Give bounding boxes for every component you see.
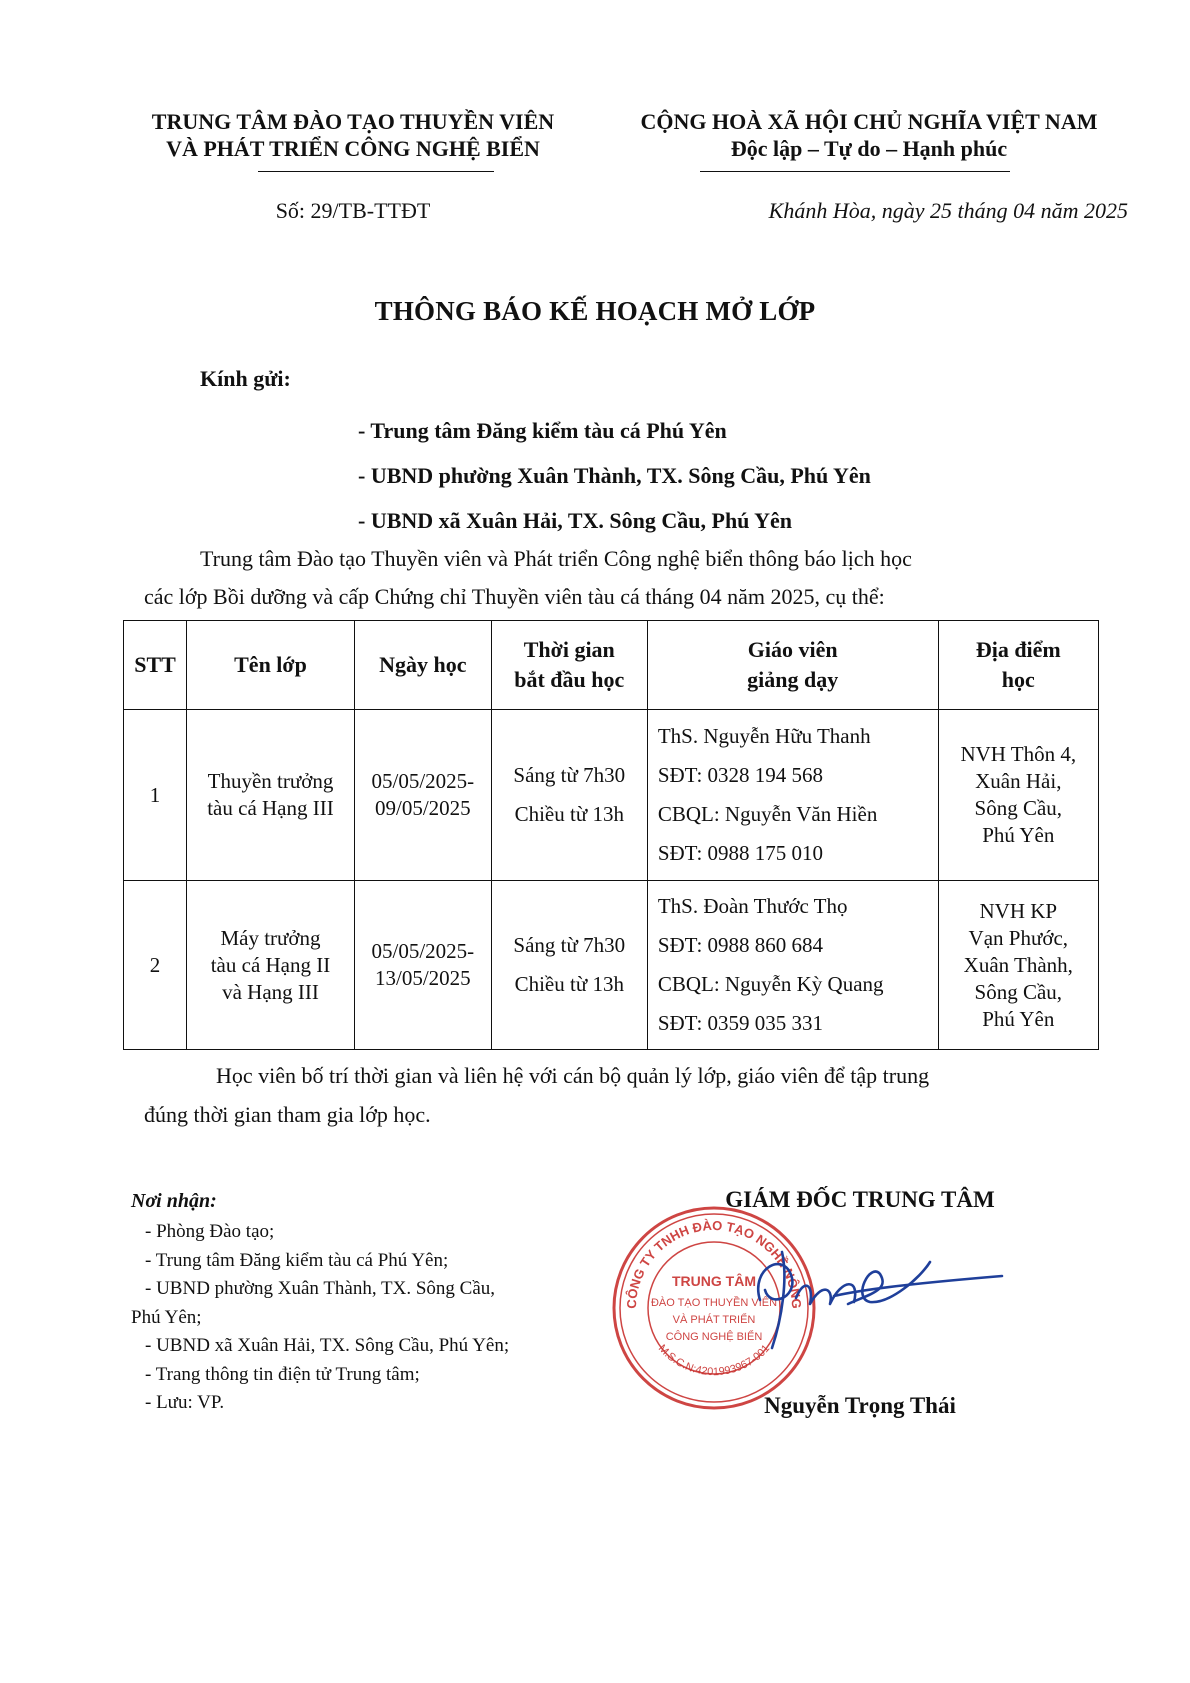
recipient-list — [358, 408, 871, 543]
cell-location: NVH Thôn 4, Xuân Hải, Sông Cầu, Phú Yên — [938, 710, 1098, 881]
place-date: Khánh Hòa, ngày 25 tháng 04 năm 2025 — [768, 198, 1128, 223]
signer-position: GIÁM ĐỐC TRUNG TÂM — [725, 1187, 995, 1212]
schedule-table — [123, 620, 1099, 1050]
recipient-item: - UBND xã Xuân Hải, TX. Sông Cầu, Phú Yên — [358, 508, 792, 533]
cell-stt: 1 — [124, 710, 187, 881]
cell-teacher: ThS. Nguyễn Hữu Thanh SĐT: 0328 194 568 CBQL: Nguyễn Văn Hiền SĐT: 0988 175 010 — [647, 710, 938, 881]
list-item: - Trang thông tin điện tử Trung tâm; — [145, 1363, 420, 1385]
intro-line-1: Trung tâm Đào tạo Thuyền viên và Phát triển Công nghệ biển thông báo lịch học — [200, 546, 912, 571]
document-number: Số: 29/TB-TTĐT — [275, 198, 431, 223]
seal-ring-code: M.S.C.N:4201993967-001 — [655, 1342, 773, 1379]
organization-name — [118, 108, 588, 162]
kinh-gui-label: Kính gửi: — [200, 366, 291, 391]
document-title: THÔNG BÁO KẾ HOẠCH MỞ LỚP — [374, 296, 816, 326]
cell-start-time: Sáng từ 7h30 Chiều từ 13h — [491, 881, 647, 1050]
closing-line-1: Học viên bố trí thời gian và liên hệ với cán bộ quản lý lớp, giáo viên để tập trung — [216, 1063, 930, 1088]
intro-paragraph — [144, 540, 1049, 616]
header-class-name: Tên lớp — [187, 621, 355, 710]
cell-stt: 2 — [124, 881, 187, 1050]
list-item: - UBND phường Xuân Thành, TX. Sông Cầu, — [145, 1278, 496, 1299]
seal-line-3: VÀ PHÁT TRIỂN — [672, 1314, 756, 1326]
table-row — [124, 710, 1099, 881]
cell-class-name: Máy trưởng tàu cá Hạng II và Hạng III — [187, 881, 355, 1050]
table-row — [124, 881, 1099, 1050]
list-item: - Phòng Đào tạo; — [145, 1221, 275, 1242]
header-stt: STT — [124, 621, 187, 710]
handwritten-signature-icon — [730, 1238, 1010, 1358]
cell-date: 05/05/2025- 09/05/2025 — [354, 710, 491, 881]
list-item: - UBND xã Xuân Hải, TX. Sông Cầu, Phú Yên; — [145, 1335, 510, 1356]
header-location: Địa điểm học — [938, 621, 1098, 710]
recipient-item: - Trung tâm Đăng kiểm tàu cá Phú Yên — [358, 418, 727, 443]
national-header — [604, 108, 1134, 162]
seal-line-2: ĐÀO TẠO THUYỀN VIÊN — [650, 1297, 778, 1309]
cell-location: NVH KP Vạn Phước, Xuân Thành, Sông Cầu, Phú Yên — [938, 881, 1098, 1050]
distribution-list — [131, 1218, 601, 1418]
seal-line-1: TRUNG TÂM — [672, 1273, 756, 1289]
cell-class-name: Thuyền trưởng tàu cá Hạng III — [187, 710, 355, 881]
list-item: - Trung tâm Đăng kiểm tàu cá Phú Yên; — [145, 1249, 449, 1271]
table-header-row — [124, 621, 1099, 710]
closing-line-2: đúng thời gian tham gia lớp học. — [144, 1102, 431, 1127]
signer-name: Nguyễn Trọng Thái — [764, 1393, 956, 1418]
org-line-2: VÀ PHÁT TRIỂN CÔNG NGHỆ BIỂN — [166, 136, 540, 161]
header-date: Ngày học — [354, 621, 491, 710]
closing-paragraph — [144, 1056, 1090, 1134]
nation-underline — [700, 171, 1010, 172]
list-item: Phú Yên; — [131, 1306, 202, 1328]
org-line-1: TRUNG TÂM ĐÀO TẠO THUYỀN VIÊN — [151, 109, 555, 134]
seal-line-4: CÔNG NGHỆ BIỂN — [665, 1331, 763, 1343]
seal-ring-text: CÔNG TY TNHH ĐÀO TẠO NGHỀ NÔNG — [623, 1217, 805, 1310]
header-teacher: Giáo viên giảng dạy — [647, 621, 938, 710]
cell-date: 05/05/2025- 13/05/2025 — [354, 881, 491, 1050]
list-item: - Lưu: VP. — [145, 1392, 225, 1413]
nation-line-1: CỘNG HOÀ XÃ HỘI CHỦ NGHĨA VIỆT NAM — [640, 109, 1098, 134]
cell-teacher: ThS. Đoàn Thước Thọ SĐT: 0988 860 684 CBQL: Nguyễn Kỳ Quang SĐT: 0359 035 331 — [647, 881, 938, 1050]
recipient-item: - UBND phường Xuân Thành, TX. Sông Cầu, Phú Yên — [358, 463, 871, 488]
org-underline — [258, 171, 494, 172]
header-start-time: Thời gian bắt đầu học — [491, 621, 647, 710]
noi-nhan-label: Nơi nhận: — [131, 1190, 217, 1212]
cell-start-time: Sáng từ 7h30 Chiều từ 13h — [491, 710, 647, 881]
intro-line-2: các lớp Bồi dưỡng và cấp Chứng chỉ Thuyền viên tàu cá tháng 04 năm 2025, cụ thể: — [144, 584, 885, 609]
nation-motto: Độc lập – Tự do – Hạnh phúc — [730, 136, 1008, 161]
